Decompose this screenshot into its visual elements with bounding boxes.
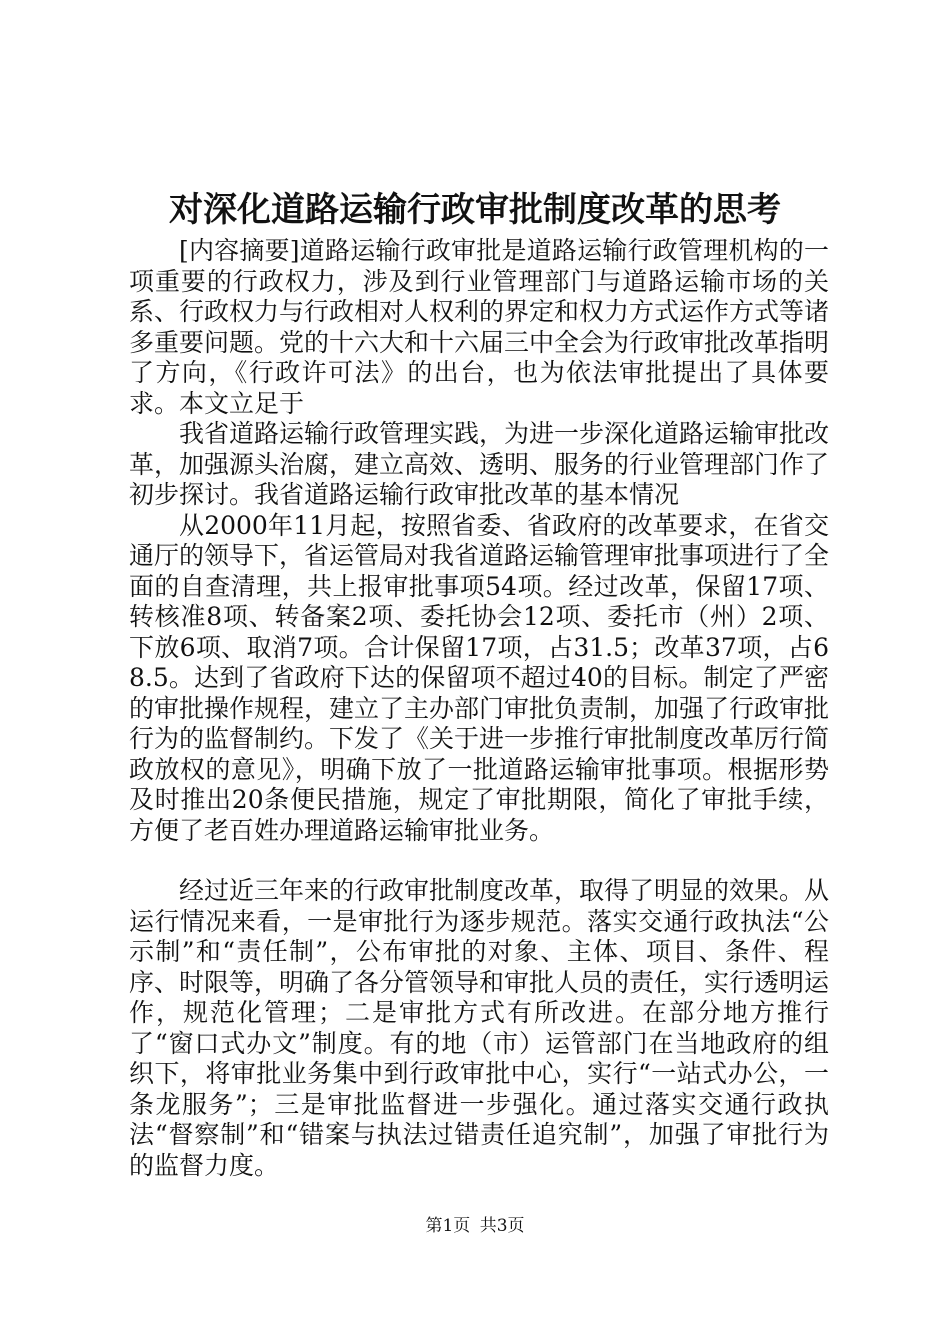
- page-total: 共3页: [479, 1216, 525, 1236]
- document-title: 对深化道路运输行政审批制度改革的思考: [169, 190, 781, 230]
- page-footer: [0, 1214, 950, 1238]
- page-number: 第1页: [425, 1216, 471, 1236]
- paragraph-reform-effects: 经过近三年来的行政审批制度改革，取得了明显的效果。从运行情况来看，一是审批行为逐步规范。落实交通行政执法“公示制”和“责任制”，公布审批的对象、主体、项目、条件、程序、时限等，明确了各分管领导和审批人员的责任，实行透明运作，规范化管理；二是审批方式有所改进。在部分地方推行了“窗口式办文”制度。有的地（市）运管部门在当地政府的组织下，将审批业务集中到行政审批中心，实行“一站式办公，一条龙服务”；三是审批监督进一步强化。通过落实交通行政执法“督察制”和“错案与执法过错责任追究制”，加强了审批行为的监督力度。: [129, 876, 830, 1180]
- paragraph-practice: 我省道路运输行政管理实践，为进一步深化道路运输审批改革，加强源头治腐，建立高效、透明、服务的行业管理部门作了初步探讨。我省道路运输行政审批改革的基本情况: [129, 419, 830, 509]
- paragraph-reform-status: 从2000年11月起，按照省委、省政府的改革要求，在省交通厅的领导下，省运管局对我省道路运输管理审批事项进行了全面的自查清理，共上报审批事项54项。经过改革，保留17项、转核准8项、转备案2项、委托协会12项、委托市（州）2项、下放6项、取消7项。合计保留17项，占31.5；改革37项，占68.5。达到了省政府下达的保留项不超过40的目标。制定了严密的审批操作规程，建立了主办部门审批负责制，加强了行政审批行为的监督制约。下发了《关于进一步推行审批制度改革厉行简政放权的意见》，明确下放了一批道路运输审批事项。根据形势及时推出20条便民措施，规定了审批期限，简化了审批手续，方便了老百姓办理道路运输审批业务。: [129, 510, 830, 845]
- paragraph-abstract: [内容摘要]道路运输行政审批是道路运输行政管理机构的一项重要的行政权力，涉及到行业管理部门与道路运输市场的关系、行政权力与行政相对人权利的界定和权力方式运作方式等诸多重要问题。党的十六大和十六届三中全会为行政审批改革指明了方向，《行政许可法》的出台，也为依法审批提出了具体要求。本文立足于: [129, 236, 830, 418]
- document-body: [129, 236, 829, 1181]
